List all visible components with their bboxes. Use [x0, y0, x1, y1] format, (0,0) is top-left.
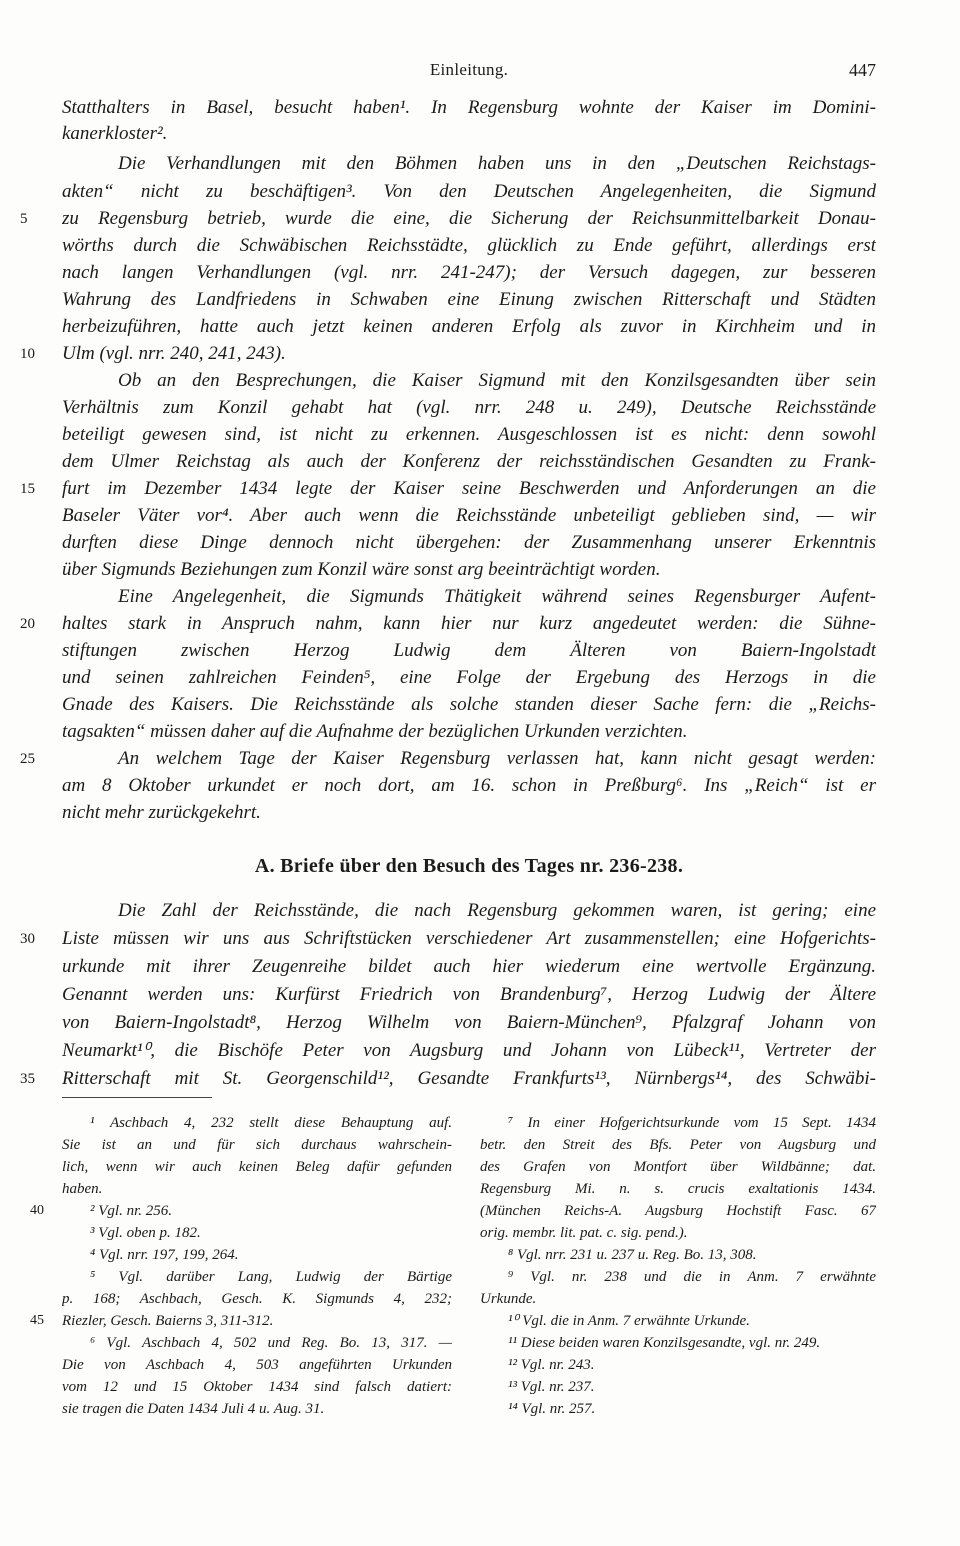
footnote-line: ¹⁰ Vgl. die in Anm. 7 erwähnte Urkunde. [508, 1313, 750, 1329]
text-line: Ulm (vgl. nrr. 240, 241, 243). [62, 343, 286, 364]
line-number: 10 [20, 346, 35, 362]
text-line: wörths durch die Schwäbischen Reichsstädte, glücklich zu Ende geführt, allerdings erst [62, 235, 876, 256]
line-number: 5 [20, 211, 28, 227]
footnote-line: ² Vgl. nr. 256. [90, 1203, 173, 1219]
footnote-line: p. 168; Aschbach, Gesch. K. Sigmunds 4, 232; [62, 1291, 452, 1307]
text-line: beteiligt gewesen sind, ist nicht zu erkennen. Ausgeschlossen ist es nicht: denn sowohl [62, 424, 876, 445]
footnote-line: Riezler, Gesch. Baierns 3, 311-312. [62, 1313, 274, 1329]
text-line: haltes stark in Anspruch nahm, kann hier nur kurz angedeutet werden: die Sühne- [62, 613, 876, 634]
running-title: Einleitung. [429, 60, 509, 79]
text-line: Die Verhandlungen mit den Böhmen haben uns in den „Deutschen Reichstags- [118, 153, 876, 174]
text-line: Die Zahl der Reichsstände, die nach Regensburg gekommen waren, ist gering; eine [118, 900, 876, 921]
text-line: nicht mehr zurückgekehrt. [62, 802, 261, 823]
text-line: nach langen Verhandlungen (vgl. nrr. 241-247); der Versuch dagegen, zur besseren [62, 262, 876, 283]
running-header [62, 60, 876, 86]
footnote-line: Sie ist an und für sich durchaus wahrschein- [62, 1137, 452, 1153]
footnote-line: ³ Vgl. oben p. 182. [90, 1225, 201, 1241]
footnote-line: ⁴ Vgl. nrr. 197, 199, 264. [90, 1247, 239, 1263]
text-line: dem Ulmer Reichstag als auch der Konferenz der reichsständischen Gesandten zu Frank- [62, 451, 876, 472]
footnote-line: orig. membr. lit. pat. c. sig. pend.). [480, 1225, 688, 1241]
line-number: 20 [20, 616, 35, 632]
page-number: 447 [849, 60, 876, 80]
footnote-line: vom 12 und 15 Oktober 1434 sind falsch datiert: [62, 1379, 452, 1395]
footnote-line: Regensburg Mi. n. s. crucis exaltationis 1434. [480, 1181, 876, 1197]
footnote-line: lich, wenn wir auch keinen Beleg dafür gefunden [62, 1159, 452, 1175]
text-line: furt im Dezember 1434 legte der Kaiser seine Beschwerden und Anforderungen an die [62, 478, 876, 499]
footnote-line: betr. den Streit des Bfs. Peter von Augsburg und [480, 1137, 876, 1153]
line-number: 25 [20, 751, 35, 767]
footnote-rule [62, 1097, 212, 1098]
text-line: akten“ nicht zu beschäftigen³. Von den Deutschen Angelegenheiten, die Sigmund [62, 181, 876, 202]
text-line: tagsakten“ müssen daher auf die Aufnahme der bezüglichen Urkunden verzichten. [62, 721, 688, 742]
footnote-line: des Grafen von Montfort über Wildbänne; dat. [480, 1159, 876, 1175]
line-number: 15 [20, 481, 35, 497]
line-number: 30 [20, 931, 35, 947]
text-line: über Sigmunds Beziehungen zum Konzil wäre sonst arg beeinträchtigt worden. [62, 559, 661, 580]
text-line: Wahrung des Landfriedens in Schwaben eine Einung zwischen Ritterschaft und Städten [62, 289, 876, 310]
text-line: An welchem Tage der Kaiser Regensburg verlassen hat, kann nicht gesagt werden: [118, 748, 876, 769]
section-heading: A. Briefe über den Besuch des Tages nr. 236-238. [254, 855, 684, 877]
line-number: 45 [30, 1313, 44, 1328]
footnote-line: ¹³ Vgl. nr. 237. [508, 1379, 595, 1395]
text-line: durften diese Dinge dennoch nicht übergehen: der Zusammenhang unserer Erkenntnis [62, 532, 876, 553]
text-line: Statthalters in Basel, besucht haben¹. In Regensburg wohnte der Kaiser im Domini- [62, 97, 876, 118]
text-line: stiftungen zwischen Herzog Ludwig dem Älteren von Baiern-Ingolstadt [62, 640, 876, 661]
text-line: Ritterschaft mit St. Georgenschild¹², Gesandte Frankfurts¹³, Nürnbergs¹⁴, des Schwäbi- [62, 1068, 876, 1089]
footnote-line: ¹ Aschbach 4, 232 stellt diese Behauptung auf. [90, 1115, 452, 1131]
text-line: Neumarkt¹⁰, die Bischöfe Peter von Augsburg und Johann von Lübeck¹¹, Vertreter der [62, 1040, 876, 1061]
text-line: kanerkloster². [62, 123, 168, 144]
line-number: 35 [20, 1071, 35, 1087]
text-line: herbeizuführen, hatte auch jetzt keinen anderen Erfolg als zuvor in Kirchheim und in [62, 316, 876, 337]
footnote-line: ¹¹ Diese beiden waren Konzilsgesandte, vgl. nr. 249. [508, 1335, 821, 1351]
text-line: Eine Angelegenheit, die Sigmunds Thätigkeit während seines Regensburger Aufent- [118, 586, 876, 607]
footnote-line: ⁶ Vgl. Aschbach 4, 502 und Reg. Bo. 13, 317. — [90, 1335, 452, 1351]
text-line: urkunde mit ihrer Zeugenreihe bildet auch hier wiederum eine wertvolle Ergänzung. [62, 956, 876, 977]
text-line: Verhältnis zum Konzil gehabt hat (vgl. nrr. 248 u. 249), Deutsche Reichsstände [62, 397, 876, 418]
footnote-line: ¹⁴ Vgl. nr. 257. [508, 1401, 596, 1417]
footnote-line: Urkunde. [480, 1291, 537, 1307]
text-line: Baseler Väter vor⁴. Aber auch wenn die Reichsstände unbeteiligt geblieben sind, — wir [62, 505, 876, 526]
text-line: Genannt werden uns: Kurfürst Friedrich von Brandenburg⁷, Herzog Ludwig der Ältere [62, 984, 876, 1005]
text-line: von Baiern-Ingolstadt⁸, Herzog Wilhelm von Baiern-München⁹, Pfalzgraf Johann von [62, 1012, 876, 1033]
line-number: 40 [30, 1203, 44, 1218]
footnote-line: Die von Aschbach 4, 503 angeführten Urkunden [62, 1357, 452, 1373]
text-line: am 8 Oktober urkundet er noch dort, am 16. schon in Preßburg⁶. Ins „Reich“ ist er [62, 775, 876, 796]
text-line: und seinen zahlreichen Feinden⁵, eine Folge der Ergebung des Herzogs in die [62, 667, 876, 688]
footnote-line: ⁷ In einer Hofgerichtsurkunde vom 15 Sept. 1434 [508, 1115, 876, 1131]
footnote-line: ⁵ Vgl. darüber Lang, Ludwig der Bärtige [90, 1269, 452, 1285]
footnote-line: haben. [62, 1181, 103, 1197]
footnote-line: ⁸ Vgl. nrr. 231 u. 237 u. Reg. Bo. 13, 308. [508, 1247, 757, 1263]
text-line: Gnade des Kaisers. Die Reichsstände als solche standen dieser Sache fern: die „Reichs- [62, 694, 876, 715]
text-line: zu Regensburg betrieb, wurde die eine, die Sicherung der Reichsunmittelbarkeit Donau- [62, 208, 876, 229]
text-line: Ob an den Besprechungen, die Kaiser Sigmund mit den Konzilsgesandten über sein [118, 370, 876, 391]
footnote-line: (München Reichs-A. Augsburg Hochstift Fasc. 67 [480, 1203, 876, 1219]
text-line: Liste müssen wir uns aus Schriftstücken verschiedener Art zusammenstellen; eine Hofgerichts- [62, 928, 876, 949]
footnote-line: ¹² Vgl. nr. 243. [508, 1357, 595, 1373]
footnote-line: ⁹ Vgl. nr. 238 und die in Anm. 7 erwähnte [508, 1269, 876, 1285]
footnote-line: sie tragen die Daten 1434 Juli 4 u. Aug. 31. [62, 1401, 325, 1417]
